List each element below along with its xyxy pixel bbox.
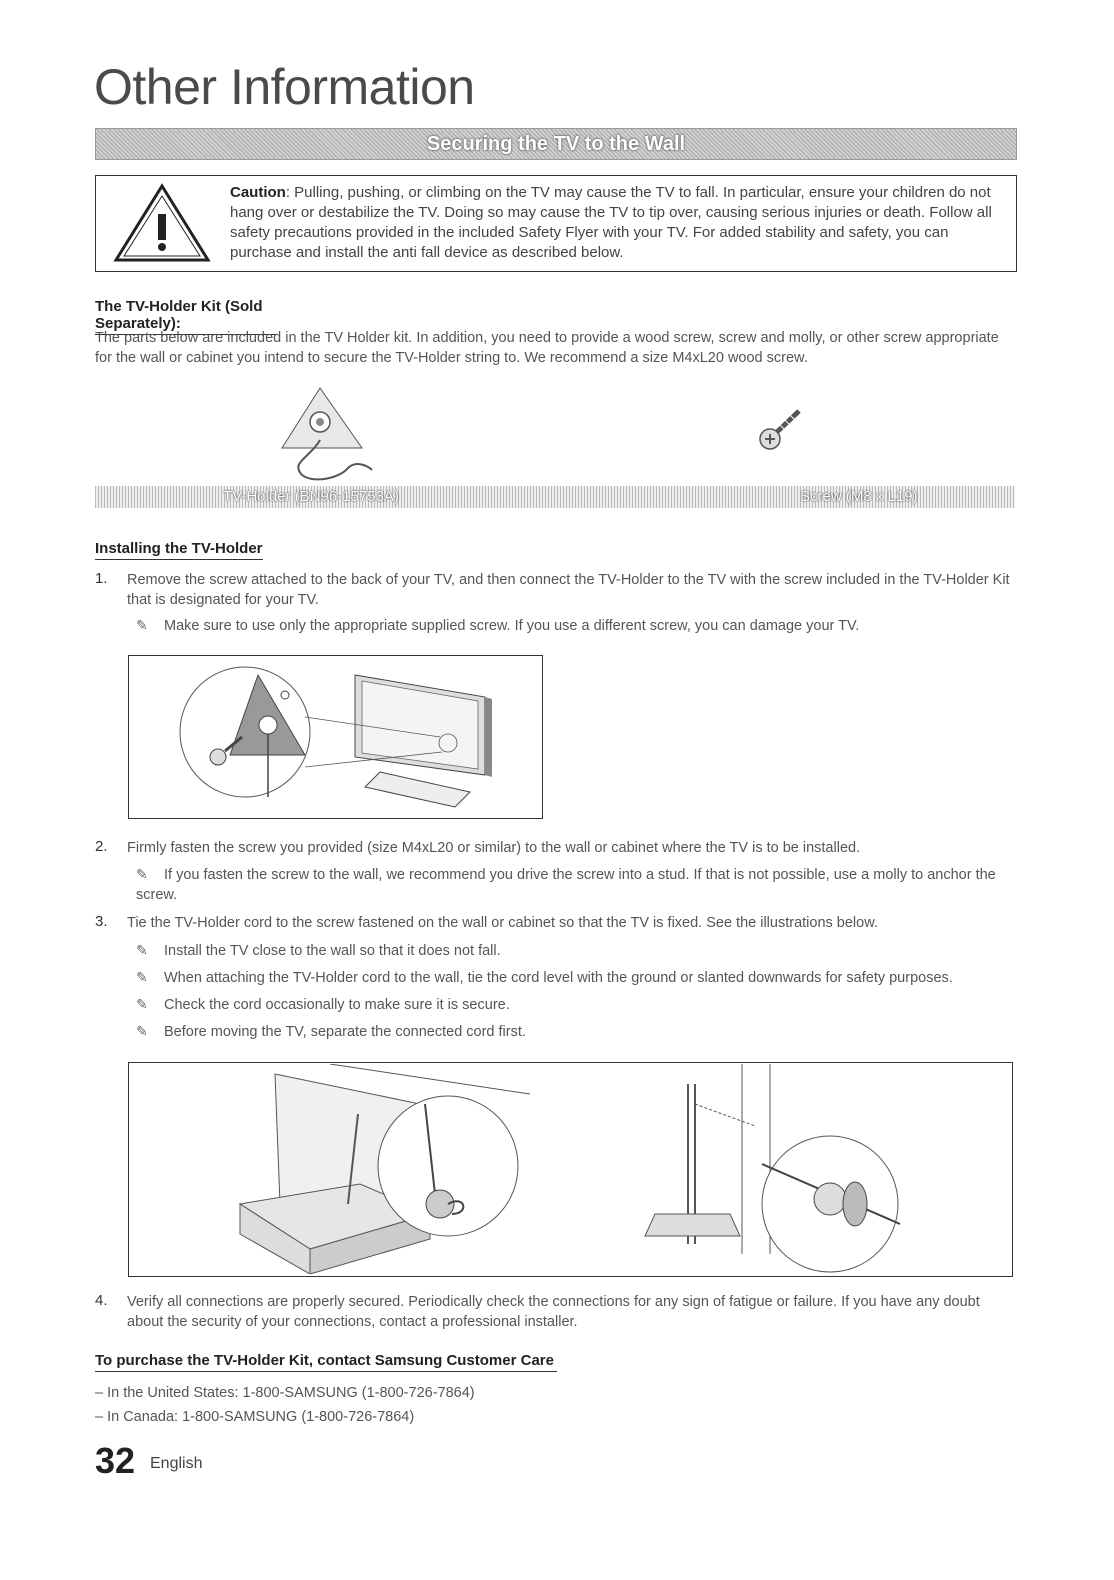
step-3-note: [136, 967, 1016, 988]
install-heading: Installing the TV-Holder: [95, 540, 263, 560]
step-number: 3.: [95, 913, 108, 930]
pencil-note-icon: ✎: [136, 969, 148, 985]
step-2-note: [136, 864, 996, 905]
contact-line-canada: – In Canada: 1-800-SAMSUNG (1-800-726-7864): [95, 1409, 415, 1425]
step-3-note: [136, 994, 1016, 1015]
contact-line-us: – In the United States: 1-800-SAMSUNG (1-800-726-7864): [95, 1385, 475, 1401]
step-1-note: [136, 615, 1016, 636]
screw-illustration: [755, 405, 805, 455]
section-title: Securing the TV to the Wall: [426, 133, 686, 155]
pencil-note-icon: ✎: [136, 866, 148, 882]
page-number: 32: [95, 1440, 136, 1481]
parts-label-strip: [95, 486, 1015, 508]
tv-holder-illustration: [280, 380, 380, 485]
purchase-heading: To purchase the TV-Holder Kit, contact Samsung Customer Care: [95, 1352, 557, 1372]
step-1-text: Remove the screw attached to the back of your TV, and then connect the TV-Holder to the TV with the screw included in the TV-Holder Kit that is designated for your TV.: [127, 572, 1010, 608]
step-3-note-text: Install the TV close to the wall so that it does not fall.: [164, 943, 501, 959]
pencil-note-icon: ✎: [136, 996, 148, 1012]
page-title: Other Information: [94, 59, 475, 115]
step-3-text: Tie the TV-Holder cord to the screw fastened on the wall or cabinet so that the TV is fixed. See the illustrations below.: [127, 915, 878, 931]
pencil-note-icon: ✎: [136, 1023, 148, 1039]
warning-triangle-icon: [112, 182, 212, 264]
step-3-note-text: Before moving the TV, separate the connected cord first.: [164, 1024, 526, 1040]
section-header-bar: [95, 128, 1017, 160]
step-3-note: [136, 940, 1016, 961]
step-2-note-text: If you fasten the screw to the wall, we recommend you drive the screw into a stud. If that is not possible, use a molly to anchor the screw.: [136, 867, 996, 903]
step-number: 4.: [95, 1292, 108, 1309]
pencil-note-icon: ✎: [136, 942, 148, 958]
part-tv-holder-label: TV-Holder (BN96-15753A): [223, 488, 399, 505]
step-1-note-text: Make sure to use only the appropriate supplied screw. If you use a different screw, you can damage your TV.: [164, 618, 860, 634]
step-number: 2.: [95, 838, 108, 855]
step-2-text: Firmly fasten the screw you provided (size M4xL20 or similar) to the wall or cabinet where the TV is to be installed.: [127, 840, 861, 856]
kit-description: The parts below are included in the TV Holder kit. In addition, you need to provide a wood screw, screw and molly, or other screw appropriate for the wall or cabinet you intend to secure the TV-Holder string to. We recommend a size M4xL20 wood screw.: [95, 330, 999, 366]
caution-text: [230, 183, 1010, 263]
attach-holder-illustration: [130, 657, 540, 817]
step-number: 1.: [95, 570, 108, 587]
step-3-note-text: Check the cord occasionally to make sure it is secure.: [164, 997, 510, 1013]
kit-heading: The TV-Holder Kit (Sold Separately):: [95, 298, 278, 335]
step-3-note: [136, 1021, 1016, 1042]
part-screw-label: Screw (M8 x L19): [800, 488, 918, 505]
pencil-note-icon: ✎: [136, 617, 148, 633]
page-language: English: [150, 1455, 203, 1472]
step-4-text: Verify all connections are properly secured. Periodically check the connections for any sign of fatigue or failure. If you have any doubt about the security of your connections, contact a professional installer.: [127, 1294, 980, 1330]
caution-label: Caution: [230, 184, 286, 201]
tie-cord-illustration: [130, 1064, 1010, 1274]
step-3-note-text: When attaching the TV-Holder cord to the wall, tie the cord level with the ground or slanted downwards for safety purposes.: [164, 970, 953, 986]
caution-body: : Pulling, pushing, or climbing on the TV may cause the TV to fall. In particular, ensure your children do not hang over or destabilize the TV. Doing so may cause the TV to tip over, causing serious injuries or death. Follow all safety precautions provided in the included Safety Flyer with your TV. For added stability and safety, you can purchase and install the anti fall device as described below.: [230, 184, 992, 261]
